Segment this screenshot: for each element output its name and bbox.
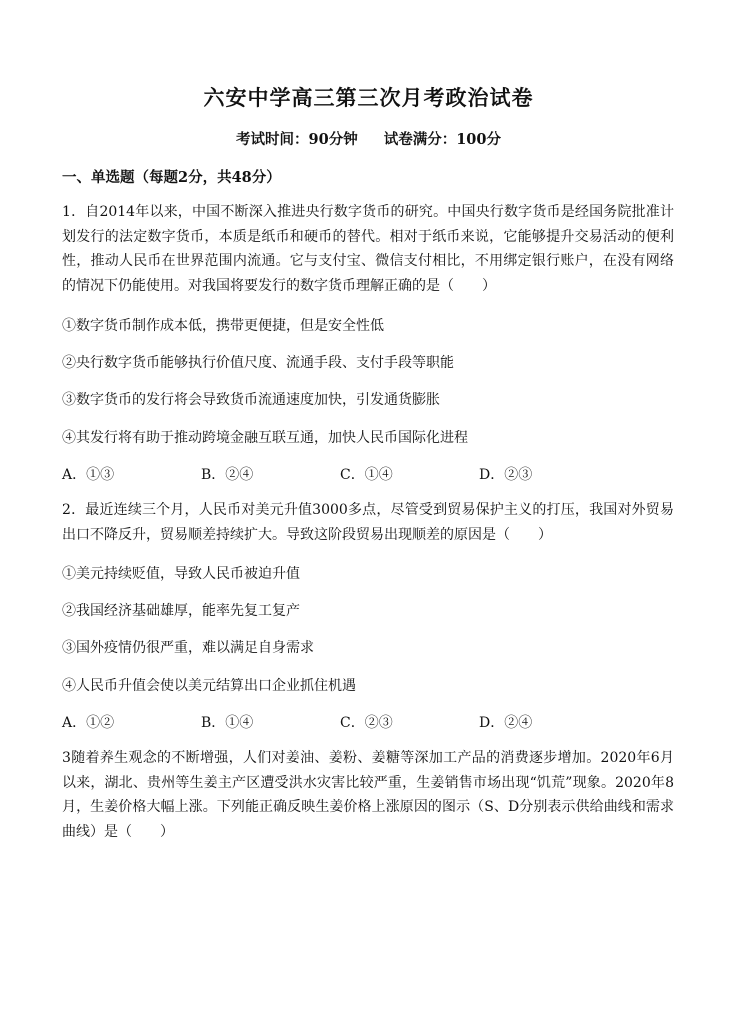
question-1-item-4: ④其发行将有助于推动跨境金融互联互通，加快人民币国际化进程 [62, 430, 468, 446]
question-1-item-2: ②央行数字货币能够执行价值尺度、流通手段、支付手段等职能 [62, 355, 454, 371]
question-3-stem: 3随着养生观念的不断增强，人们对姜油、姜粉、姜糖等深加工产品的消费逐步增加。2020年6月以来，湖北、贵州等生姜主产区遭受洪水灾害比较严重，生姜销售市场出现“饥荒”现象。2020年8月，生姜价格大幅上涨。下列能正确反映生姜价格上涨原因的图示（S、D分别表示供给曲线和需求曲线）是（ ） [62, 750, 674, 841]
question-1-option-a: A．①③ [62, 467, 115, 483]
question-1-stem: 1．自2014年以来，中国不断深入推进央行数字货币的研究。中国央行数字货币是经国务院批准计划发行的法定数字货币，本质是纸币和硬币的替代。相对于纸币来说，它能够提升交易活动的便利性，推动人民币在世界范围内流通。它与支付宝、微信支付相比，不用绑定银行账户，在没有网络的情况下仍能使用。对我国将要发行的数字货币理解正确的是（ ） [62, 204, 674, 295]
question-1-item-1: ①数字货币制作成本低，携带更便捷，但是安全性低 [62, 318, 384, 334]
question-2-item-2: ②我国经济基础雄厚，能率先复工复产 [62, 603, 300, 619]
exam-info [0, 128, 737, 149]
question-1-option-b: B．②④ [201, 467, 254, 483]
question-2-option-a: A．①② [62, 715, 115, 731]
question-2-option-d: D．②④ [479, 715, 533, 731]
question-2-option-c: C．②③ [340, 715, 393, 731]
exam-title: 六安中学高三第三次月考政治试卷 [203, 85, 534, 110]
full-score: 试卷满分：100分 [383, 131, 501, 148]
exam-time: 考试时间：90分钟 [236, 131, 358, 148]
question-1-option-d: D．②③ [479, 467, 533, 483]
question-2-item-3: ③国外疫情仍很严重，难以满足自身需求 [62, 640, 314, 656]
question-1-option-c: C．①④ [340, 467, 393, 483]
question-2-stem: 2．最近连续三个月，人民币对美元升值3000多点，尽管受到贸易保护主义的打压，我国对外贸易出口不降反升，贸易顺差持续扩大。导致这阶段贸易出现顺差的原因是（ ） [62, 502, 674, 543]
question-2-option-b: B．①④ [201, 715, 254, 731]
section-heading: 一、单选题（每题2分，共48分） [62, 169, 281, 186]
question-1-item-3: ③数字货币的发行将会导致货币流通速度加快，引发通货膨胀 [62, 392, 440, 408]
question-2-item-1: ①美元持续贬值，导致人民币被迫升值 [62, 566, 300, 582]
question-2-item-4: ④人民币升值会使以美元结算出口企业抓住机遇 [62, 678, 356, 694]
